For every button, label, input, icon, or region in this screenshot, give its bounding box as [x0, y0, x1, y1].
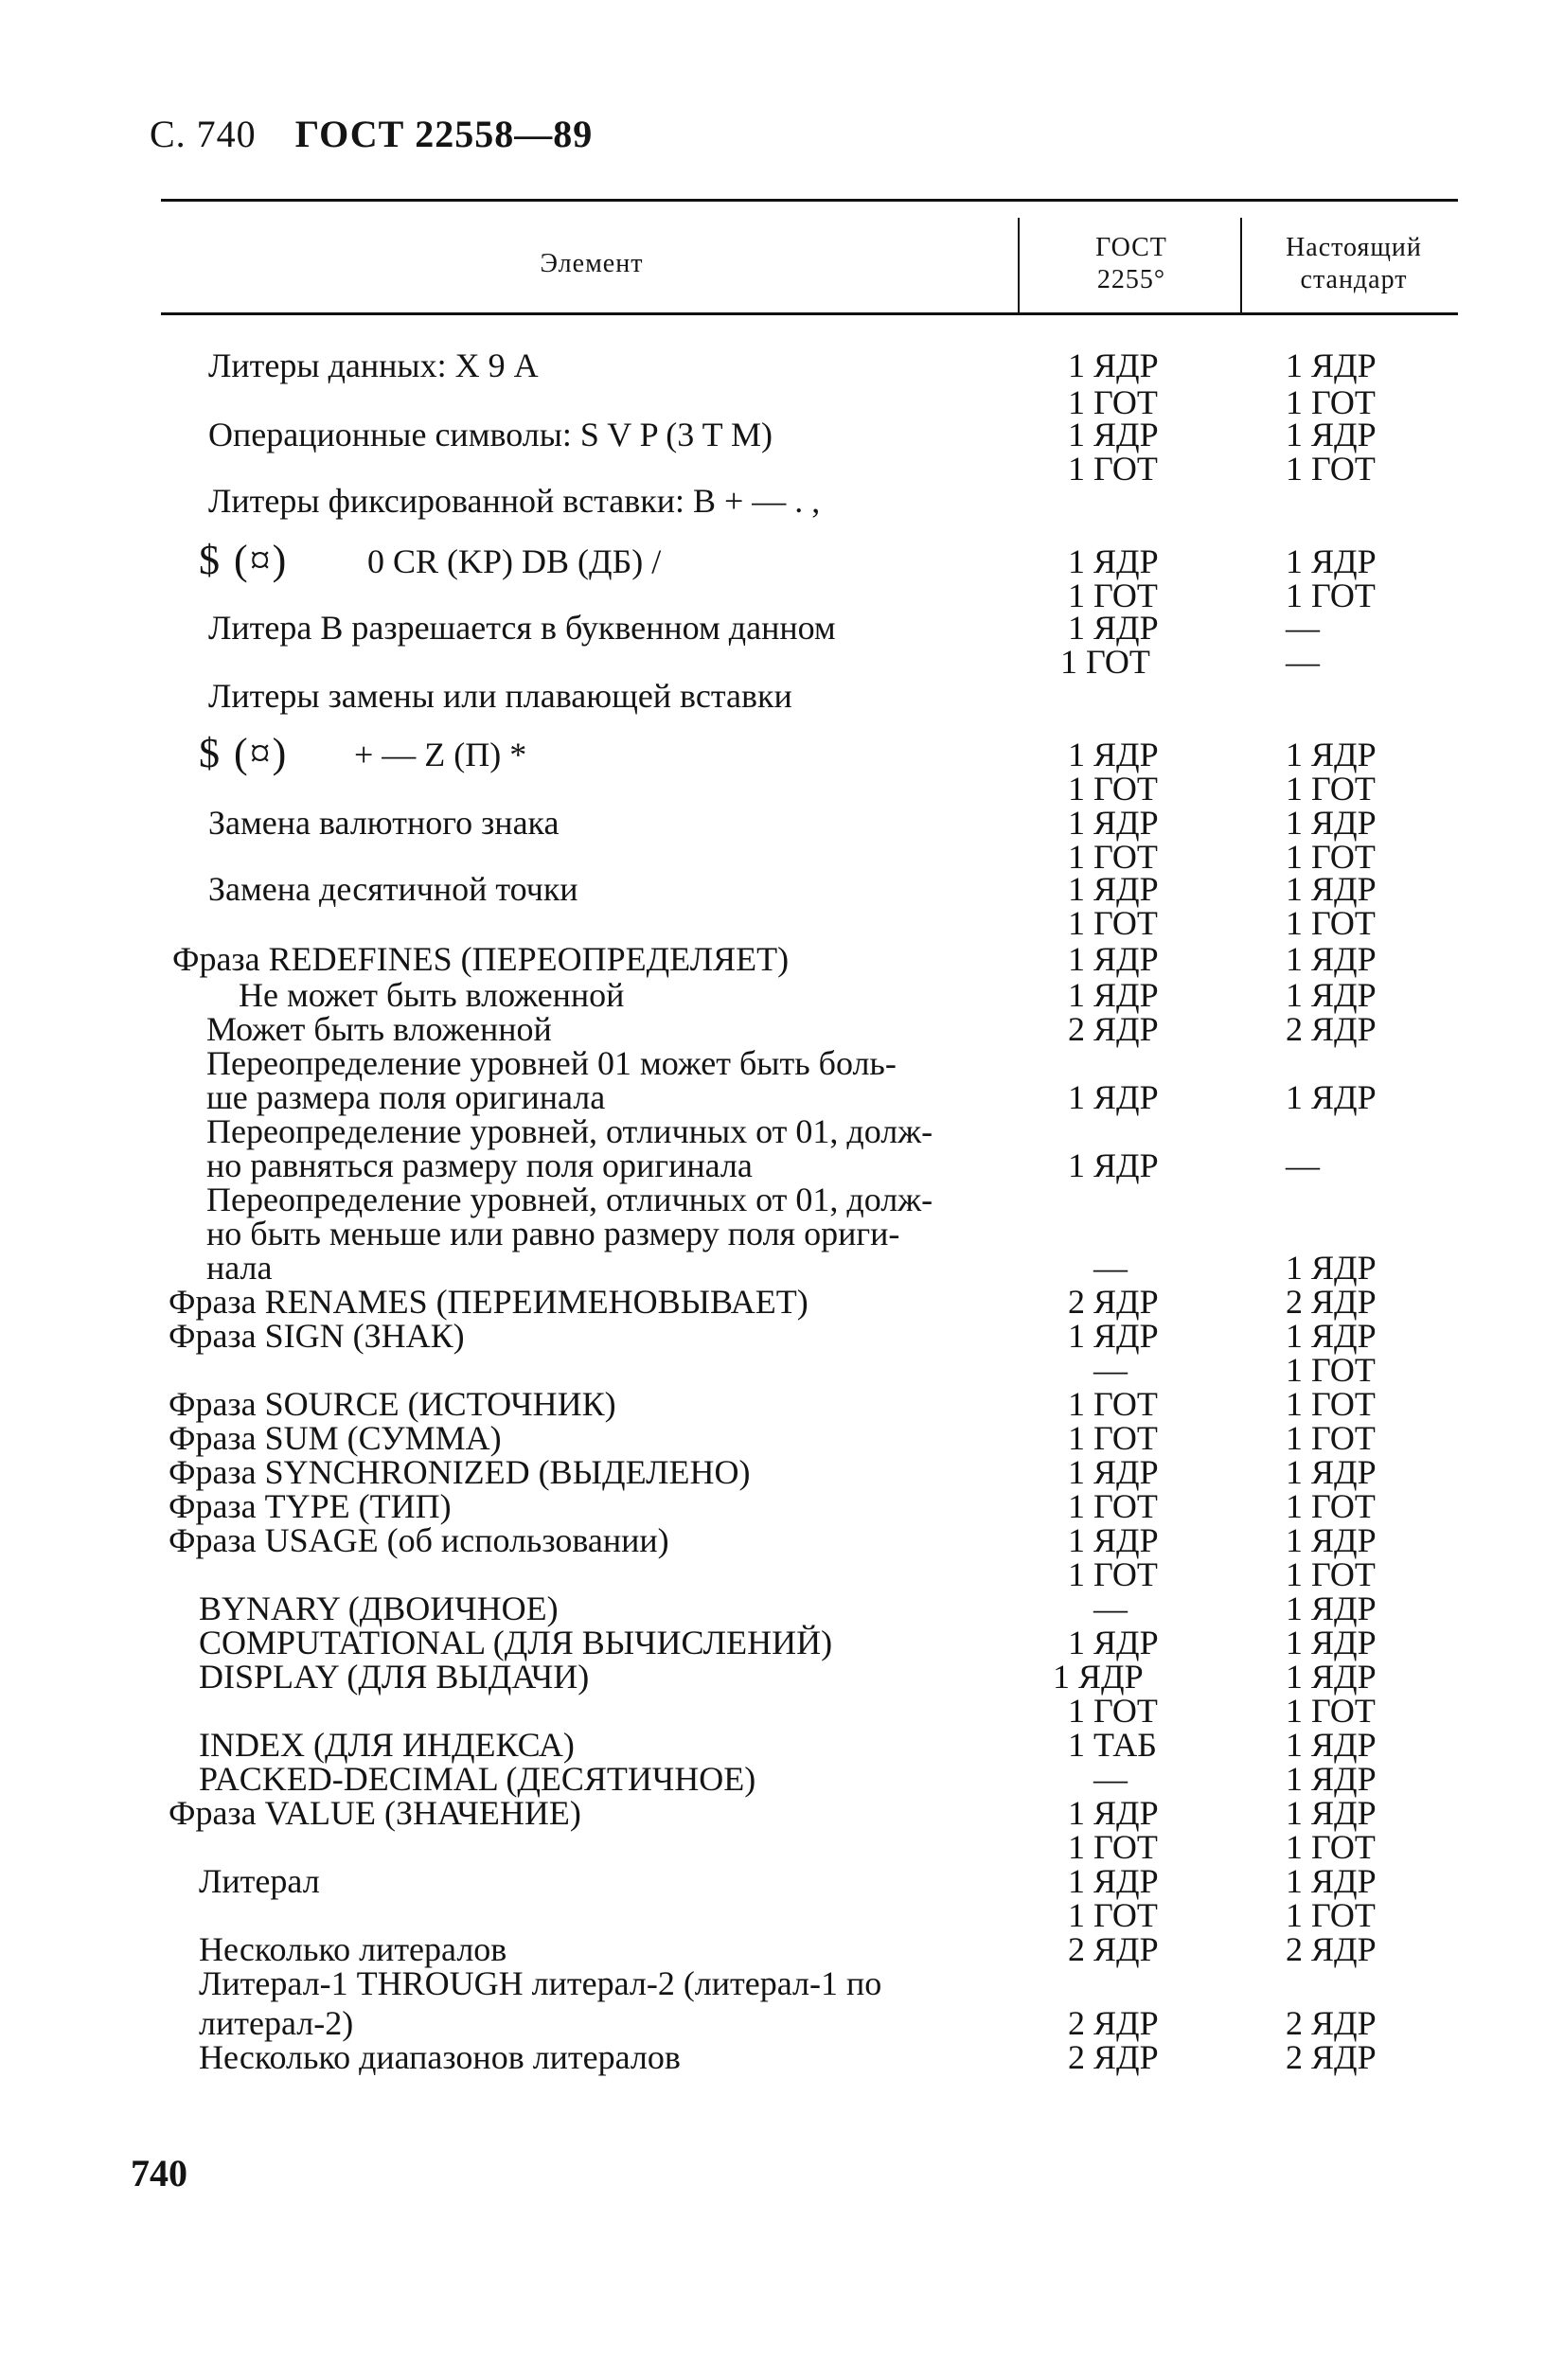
row-gost-value: 1 ГОТ: [1068, 383, 1158, 421]
row-element: Литеры замены или плавающей вставки: [208, 677, 792, 715]
table-row: [0, 1418, 1546, 1456]
row-current-value: 1 ГОТ: [1286, 1828, 1376, 1866]
column-header-gost-line2: 2255°: [1096, 265, 1166, 294]
row-gost-value: 1 ЯДР: [1068, 542, 1159, 580]
row-element: DISPLAY (ДЛЯ ВЫДАЧИ): [199, 1658, 590, 1696]
row-current-value: 1 ЯДР: [1286, 1249, 1377, 1287]
column-header-element: [473, 248, 710, 280]
currency-symbols: $ (¤): [199, 730, 289, 776]
row-element: Литерал: [199, 1862, 320, 1900]
row-gost-value: 1 ЯДР: [1068, 1078, 1159, 1116]
row-current-value: 1 ЯДР: [1286, 804, 1377, 842]
row-current-value: 1 ЯДР: [1286, 416, 1377, 453]
row-element: Переопределение уровней 01 может быть боль-: [206, 1044, 897, 1082]
row-current-value: 1 ЯДР: [1286, 1317, 1377, 1355]
row-element: Может быть вложенной: [206, 1010, 552, 1048]
row-gost-value: 1 ЯДР: [1068, 416, 1159, 453]
table-row: [0, 1520, 1546, 1558]
row-element: нала: [206, 1249, 273, 1287]
row-gost-value: —: [1093, 1590, 1128, 1627]
row-gost-value: 1 ГОТ: [1068, 577, 1158, 614]
row-element: Фраза TYPE (ТИП): [169, 1487, 452, 1525]
row-current-value: 1 ГОТ: [1286, 770, 1376, 808]
row-element: ше размера поля оригинала: [206, 1078, 606, 1116]
row-element: COMPUTATIONAL (ДЛЯ ВЫЧИСЛЕНИЙ): [199, 1624, 833, 1661]
row-gost-value: 1 ГОТ: [1068, 770, 1158, 808]
row-gost-value: 1 ГОТ: [1068, 1487, 1158, 1525]
row-gost-value: 1 ГОТ: [1068, 1692, 1158, 1730]
row-gost-value: —: [1093, 1760, 1128, 1798]
table-row: [0, 975, 1546, 1013]
table-row: [0, 1589, 1546, 1626]
row-current-value: 1 ЯДР: [1286, 1521, 1377, 1559]
table-row: [0, 1963, 1546, 2001]
row-gost-value: 1 ЯДР: [1068, 1146, 1159, 1184]
table-row: [0, 1725, 1546, 1763]
row-gost-value: 1 ЯДР: [1068, 1862, 1159, 1900]
row-element: но быть меньше или равно размеру поля ориги-: [206, 1215, 900, 1252]
row-gost-value: 1 ГОТ: [1068, 838, 1158, 876]
row-element: Литера В разрешается в буквенном данном: [208, 609, 836, 647]
page-number: 740: [131, 2152, 187, 2194]
row-gost-value: 2 ЯДР: [1068, 1930, 1159, 1968]
row-current-value: 1 ГОТ: [1286, 1896, 1376, 1934]
table-row: [0, 346, 1546, 383]
row-element: PACKED-DECIMAL (ДЕСЯТИЧНОЕ): [199, 1760, 756, 1798]
row-current-value: 1 ЯДР: [1286, 346, 1377, 384]
row-current-value: 1 ЯДР: [1286, 1453, 1377, 1491]
row-element: Фраза USAGE (об использовании): [169, 1521, 669, 1559]
row-current-value: 1 ГОТ: [1286, 383, 1376, 421]
column-header-current-line1: Настоящий: [1286, 233, 1422, 262]
row-current-value: 1 ЯДР: [1286, 1862, 1377, 1900]
row-current-value: 1 ЯДР: [1286, 1760, 1377, 1798]
row-gost-value: —: [1093, 1351, 1128, 1389]
table-row: [0, 1009, 1546, 1047]
row-gost-value: 1 ТАБ: [1068, 1726, 1157, 1764]
table-row: [0, 1316, 1546, 1354]
row-current-value: 1 ГОТ: [1286, 1555, 1376, 1593]
table-row: [0, 642, 1546, 680]
row-current-value: 1 ЯДР: [1286, 542, 1377, 580]
row-current-value: 2 ЯДР: [1286, 1930, 1377, 1968]
row-gost-value: 1 ЯДР: [1068, 1624, 1159, 1661]
column-header-gost: [1027, 232, 1235, 296]
row-element: Литеры фиксированной вставки: В + — . ,: [208, 482, 821, 520]
table-row: [0, 1077, 1546, 1115]
column-header-current-line2: стандарт: [1300, 265, 1408, 294]
table-row: [0, 1895, 1546, 1933]
row-current-value: 1 ГОТ: [1286, 838, 1376, 876]
row-gost-value: 2 ЯДР: [1068, 2004, 1159, 2042]
table-row: [0, 939, 1546, 977]
row-element: Переопределение уровней, отличных от 01, долж-: [206, 1181, 933, 1218]
row-gost-value: 1 ЯДР: [1068, 346, 1159, 384]
row-gost-value: 1 ГОТ: [1068, 1385, 1158, 1423]
row-gost-value: 1 ЯДР: [1068, 1453, 1159, 1491]
row-current-value: 2 ЯДР: [1286, 2004, 1377, 2042]
row-gost-value: 1 ГОТ: [1068, 1896, 1158, 1934]
row-element: 0 CR (KP) DB (ДБ) /: [367, 542, 662, 580]
column-header-current: [1250, 232, 1458, 296]
row-element: + — Z (П) *: [354, 736, 527, 773]
table-row: [0, 1827, 1546, 1865]
table-row: [0, 537, 1546, 583]
table-row: [0, 1657, 1546, 1695]
table-row: [0, 1384, 1546, 1422]
table-row: [0, 903, 1546, 941]
row-element: Несколько диапазонов литералов: [199, 2038, 681, 2076]
row-element: Фраза SIGN (ЗНАК): [169, 1317, 465, 1355]
table-row: [0, 1861, 1546, 1899]
row-element: Операционные символы: S V P (3 T M): [208, 416, 773, 453]
table-row: [0, 1111, 1546, 1149]
table-row: [0, 415, 1546, 453]
row-element: Замена десятичной точки: [208, 870, 578, 908]
table-header-bottom-rule: [161, 312, 1458, 315]
row-gost-value: 1 ЯДР: [1068, 870, 1159, 908]
row-element: Фраза RENAMES (ПЕРЕИМЕНОВЫВАЕТ): [169, 1283, 809, 1321]
table-row: [0, 1759, 1546, 1797]
row-element: Переопределение уровней, отличных от 01, долж-: [206, 1112, 933, 1150]
table-row: [0, 1452, 1546, 1490]
row-element: BYNARY (ДВОИЧНОЕ): [199, 1590, 559, 1627]
row-current-value: 2 ЯДР: [1286, 1010, 1377, 1048]
row-gost-value: 1 ГОТ: [1068, 1555, 1158, 1593]
column-header-element-text: Элемент: [540, 249, 644, 278]
row-gost-value: 2 ЯДР: [1068, 1283, 1159, 1321]
row-gost-value: 2 ЯДР: [1068, 1010, 1159, 1048]
table-row: [0, 676, 1546, 714]
row-current-value: 2 ЯДР: [1286, 1283, 1377, 1321]
table-row: [0, 1214, 1546, 1252]
row-element: Литеры данных: Х 9 А: [208, 346, 539, 384]
table-row: [0, 1180, 1546, 1217]
table-row: [0, 1146, 1546, 1183]
table-row: [0, 1691, 1546, 1729]
row-gost-value: —: [1093, 1249, 1128, 1287]
row-gost-value: 1 ЯДР: [1068, 1317, 1159, 1355]
table-row: [0, 608, 1546, 646]
table-row: [0, 803, 1546, 841]
row-current-value: 1 ЯДР: [1286, 1794, 1377, 1832]
row-gost-value: 1 ЯДР: [1068, 1521, 1159, 1559]
row-element: Фраза REDEFINES (ПЕРЕОПРЕДЕЛЯЕТ): [172, 940, 790, 978]
table-row: [0, 481, 1546, 519]
row-current-value: 1 ЯДР: [1286, 1658, 1377, 1696]
table-row: [0, 730, 1546, 776]
row-current-value: 1 ЯДР: [1286, 1590, 1377, 1627]
row-element: Фраза SUM (СУММА): [169, 1419, 502, 1457]
table-row: [0, 1282, 1546, 1320]
row-current-value: 1 ГОТ: [1286, 450, 1376, 488]
row-gost-value: 1 ГОТ: [1068, 1419, 1158, 1457]
row-current-value: 1 ГОТ: [1286, 1487, 1376, 1525]
row-gost-value: 1 ГОТ: [1068, 904, 1158, 942]
row-element: Фраза VALUE (ЗНАЧЕНИЕ): [169, 1794, 581, 1832]
table-row: [0, 869, 1546, 907]
table-row: [0, 1929, 1546, 1967]
row-current-value: 1 ГОТ: [1286, 904, 1376, 942]
row-current-value: 1 ГОТ: [1286, 1385, 1376, 1423]
table-top-rule: [161, 199, 1458, 202]
column-divider-2: [1240, 218, 1242, 312]
table-row: [0, 1623, 1546, 1661]
table-row: [0, 1486, 1546, 1524]
row-gost-value: 1 ГОТ: [1060, 643, 1150, 681]
row-gost-value: 2 ЯДР: [1068, 2038, 1159, 2076]
row-current-value: 1 ГОТ: [1286, 577, 1376, 614]
row-element: Фраза SOURCE (ИСТОЧНИК): [169, 1385, 616, 1423]
table-row: [0, 1554, 1546, 1592]
table-row: [0, 1248, 1546, 1286]
row-element: Не может быть вложенной: [239, 976, 625, 1014]
table-row: [0, 1043, 1546, 1081]
row-gost-value: 1 ГОТ: [1068, 450, 1158, 488]
row-gost-value: 1 ЯДР: [1068, 1794, 1159, 1832]
row-element: Несколько литералов: [199, 1930, 507, 1968]
table-row: [0, 1793, 1546, 1831]
row-current-value: 2 ЯДР: [1286, 2038, 1377, 2076]
column-divider-1: [1018, 218, 1020, 312]
row-current-value: 1 ЯДР: [1286, 870, 1377, 908]
table-row: [0, 2037, 1546, 2075]
row-current-value: —: [1286, 609, 1320, 647]
standard-number: ГОСТ 22558—89: [294, 113, 594, 155]
row-gost-value: 1 ЯДР: [1068, 736, 1159, 773]
row-current-value: 1 ЯДР: [1286, 940, 1377, 978]
row-gost-value: 1 ЯДР: [1068, 940, 1159, 978]
page-header: [150, 112, 593, 156]
row-element: INDEX (ДЛЯ ИНДЕКСА): [199, 1726, 575, 1764]
row-current-value: 1 ГОТ: [1286, 1419, 1376, 1457]
row-gost-value: 1 ГОТ: [1068, 1828, 1158, 1866]
row-gost-value: 1 ЯДР: [1068, 609, 1159, 647]
row-current-value: 1 ЯДР: [1286, 1726, 1377, 1764]
row-gost-value: 1 ЯДР: [1053, 1658, 1144, 1696]
row-current-value: 1 ЯДР: [1286, 736, 1377, 773]
row-element: Фраза SYNCHRONIZED (ВЫДЕЛЕНО): [169, 1453, 751, 1491]
row-element: Замена валютного знака: [208, 804, 560, 842]
row-current-value: —: [1286, 1146, 1320, 1184]
currency-symbols: $ (¤): [199, 537, 289, 583]
row-element: но равняться размеру поля оригинала: [206, 1146, 753, 1184]
row-current-value: 1 ГОТ: [1286, 1351, 1376, 1389]
column-header-gost-line1: ГОСТ: [1095, 233, 1167, 262]
table-row: [0, 2003, 1546, 2041]
table-row: [0, 1350, 1546, 1388]
row-current-value: 1 ЯДР: [1286, 1078, 1377, 1116]
page-reference: С. 740: [150, 113, 257, 155]
row-gost-value: 1 ЯДР: [1068, 804, 1159, 842]
row-element: Литерал-1 THROUGH литерал-2 (литерал-1 по: [199, 1964, 882, 2002]
row-gost-value: 1 ЯДР: [1068, 976, 1159, 1014]
row-current-value: 1 ГОТ: [1286, 1692, 1376, 1730]
row-current-value: 1 ЯДР: [1286, 1624, 1377, 1661]
row-current-value: —: [1286, 643, 1320, 681]
table-row: [0, 769, 1546, 807]
row-element: литерал-2): [199, 2004, 354, 2042]
row-current-value: 1 ЯДР: [1286, 976, 1377, 1014]
